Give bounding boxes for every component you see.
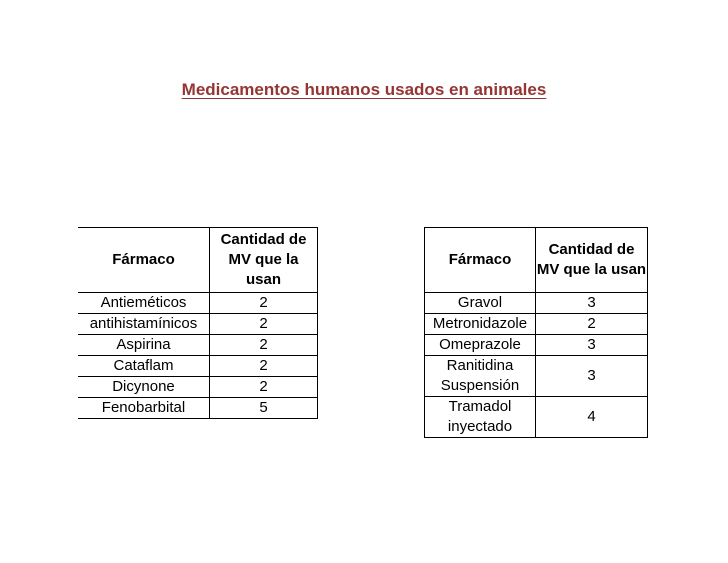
- table-row: [425, 335, 648, 356]
- drug-name-cell: Ranitidina Suspensión: [425, 356, 536, 397]
- header-farmaco: Fármaco: [78, 228, 210, 293]
- count-cell: 2: [210, 377, 318, 398]
- header-cantidad: Cantidad de MV que la usan: [536, 228, 648, 293]
- count-cell: 2: [210, 314, 318, 335]
- count-cell: 3: [536, 293, 648, 314]
- table-row: [78, 335, 318, 356]
- table-row: [78, 293, 318, 314]
- count-cell: 4: [536, 397, 648, 438]
- drug-name-cell: Dicynone: [78, 377, 210, 398]
- table-row: [78, 356, 318, 377]
- count-cell: 2: [210, 293, 318, 314]
- drug-name-cell: Omeprazole: [425, 335, 536, 356]
- count-cell: 3: [536, 335, 648, 356]
- page-title: [0, 80, 728, 100]
- table-row: [425, 314, 648, 335]
- drug-name-cell: Metronidazole: [425, 314, 536, 335]
- drug-name-cell: Fenobarbital: [78, 398, 210, 419]
- count-cell: 2: [536, 314, 648, 335]
- table-header-row: [425, 228, 648, 293]
- count-cell: 5: [210, 398, 318, 419]
- page-title-text: Medicamentos humanos usados en animales: [181, 80, 547, 99]
- table-header-row: [78, 228, 318, 293]
- drug-name-cell: Gravol: [425, 293, 536, 314]
- table-row: [425, 397, 648, 438]
- drug-name-cell: Aspirina: [78, 335, 210, 356]
- table-row: [425, 356, 648, 397]
- drug-name-cell: Antieméticos: [78, 293, 210, 314]
- count-cell: 2: [210, 356, 318, 377]
- header-farmaco: Fármaco: [425, 228, 536, 293]
- drug-name-cell: Tramadol inyectado: [425, 397, 536, 438]
- table-row: [425, 293, 648, 314]
- count-cell: 3: [536, 356, 648, 397]
- left-drug-table: [78, 227, 318, 419]
- drug-name-cell: antihistamínicos: [78, 314, 210, 335]
- table-row: [78, 398, 318, 419]
- table-row: [78, 377, 318, 398]
- right-drug-table: [424, 227, 648, 438]
- header-cantidad: Cantidad de MV que la usan: [210, 228, 318, 293]
- drug-name-cell: Cataflam: [78, 356, 210, 377]
- table-row: [78, 314, 318, 335]
- count-cell: 2: [210, 335, 318, 356]
